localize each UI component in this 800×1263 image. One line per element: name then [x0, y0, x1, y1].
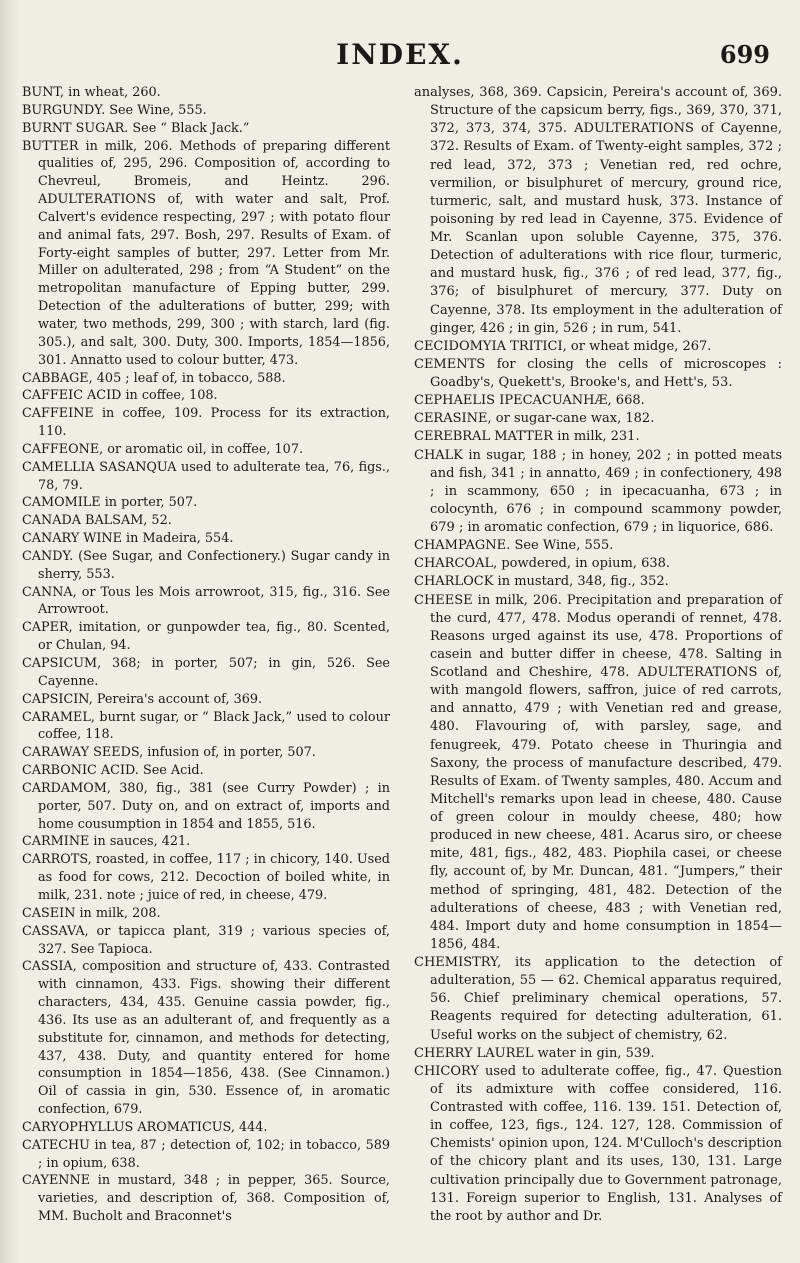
- index-entry: CHARLOCK in mustard, 348, fig., 352.: [414, 574, 669, 590]
- index-entry: analyses, 368, 369. Capsicin, Pereira's account of, 369. Structure of the capsicum berry, figs., 369, 370, 371, 372, 373, 374, 375. ADULTERATIONS of Cayenne, 372. Results of Exam. of Twenty-eight samples, 372 ; red lead, 372, 373 ; Venetian red, red ochre, vermilion, or bisulphuret of mercury, ground rice, turmeric, salt, and mustard husk, 373. Instance of poisoning by red lead in Cayenne, 375. Evidence of Mr. Scanlan upon soluble Cayenne, 375, 376. Detection of adulterations with rice flour, turmeric, and mustard husk, fig., 376 ; of red lead, 377, fig., 376; of bisulphuret of mercury, 377. Duty on Cayenne, 378. Its employment in the adulteration of ginger, 426 ; in gin, 526 ; in rum, 541.: [414, 85, 782, 336]
- index-entry: BURNT SUGAR. See “ Black Jack.”: [22, 120, 250, 136]
- index-entry: CANNA, or Tous les Mois arrowroot, 315, fig., 316. See Arrowroot.: [22, 584, 390, 618]
- index-entry: CAFFEONE, or aromatic oil, in coffee, 107.: [22, 441, 304, 457]
- page-title: INDEX.: [336, 38, 464, 71]
- index-entry: CEPHAELIS IPECACUANHÆ, 668.: [414, 393, 645, 409]
- index-entry: CAYENNE in mustard, 348 ; in pepper, 365. Source, varieties, and description of, 368. Composition of, MM. Bucholt and Braconnet's: [22, 1173, 390, 1225]
- index-entry: BURGUNDY. See Wine, 555.: [22, 102, 207, 118]
- index-entry: CASSAVA, or tapicca plant, 319 ; various species of, 327. See Tapioca.: [22, 923, 390, 957]
- index-entry: CHICORY used to adulterate coffee, fig., 47. Question of its admixture with coffee considered, 116. Contrasted with coffee, 116. 139. 151. Detection of, in coffee, 123, figs., 124. 127, 128. Commission of Chemists' opinion upon, 124. M'Culloch's description of the chicory plant and its uses, 130, 131. Large cultivation principally due to Government patronage, 131. Foreign superior to English, 131. Analyses of the root by author and Dr.: [414, 1063, 782, 1224]
- index-entry: CANDY. (See Sugar, and Confectionery.) Sugar candy in sherry, 553.: [22, 548, 390, 582]
- index-entry: CARMINE in sauces, 421.: [22, 834, 191, 850]
- index-entry: CERASINE, or sugar-cane wax, 182.: [414, 411, 655, 427]
- index-entry: CAPSICUM, 368; in porter, 507; in gin, 526. See Cayenne.: [22, 656, 390, 689]
- index-entry: CARBONIC ACID. See Acid.: [22, 763, 204, 779]
- index-entry: BUNT, in wheat, 260.: [22, 85, 161, 100]
- index-entry: CASEIN in milk, 208.: [22, 905, 161, 921]
- index-entry: CAFFEIC ACID in coffee, 108.: [22, 388, 218, 404]
- page-spine-shadow: [0, 0, 18, 1263]
- index-entry: CHALK in sugar, 188 ; in honey, 202 ; in potted meats and fish, 341 ; in annatto, 469 ; in confectionery, 498 ; in scammony, 650 ; in ipecacuanha, 673 ; in colocynth, 676 ; in compound scammony powder, 679 ; in aromatic confection, 679 ; in liquorice, 686.: [414, 447, 782, 535]
- index-entry: CHAMPAGNE. See Wine, 555.: [414, 538, 614, 554]
- index-entry: CABBAGE, 405 ; leaf of, in tobacco, 588.: [22, 370, 286, 386]
- index-entry: CARAMEL, burnt sugar, or “ Black Jack,” used to colour coffee, 118.: [22, 709, 390, 743]
- index-entry: CHEESE in milk, 206. Precipitation and preparation of the curd, 477, 478. Modus operandi of rennet, 478. Reasons urged against its use, 478. Proportions of casein and butter differ in cheese, 478. Salting in Scotland and Cheshire, 478. ADULTERATIONS of, with mangold flowers, saffron, juice of red carrots, and annatto, 479 ; with Venetian red and grease, 480. Flavouring of, with parsley, sage, and fenugreek, 479. Potato cheese in Thuringia and Saxony, the process of manufacture described, 479. Results of Exam. of Twenty samples, 480. Accum and Mitchell's remarks upon lead in cheese, 480. Cause of green colour in mouldy cheese, 480; how produced in new cheese, 481. Acarus siro, or cheese mite, 481, figs., 482, 483. Piophila casei, or cheese fly, account of, by Mr. Duncan, 481. “Jumpers,” their method of springing, 481, 482. Detection of the adulterations of cheese, 483 ; with Venetian red, 484. Import duty and home consumption in 1854—1856, 484.: [414, 592, 782, 952]
- index-entry: CARDAMOM, 380, fig., 381 (see Curry Powder) ; in porter, 507. Duty on, and on extract of, imports and home cousumption in 1854 and 1855, 516.: [22, 780, 390, 832]
- index-entry: CARAWAY SEEDS, infusion of, in porter, 507.: [22, 745, 316, 761]
- page-number: 699: [719, 40, 770, 69]
- index-entry: CEMENTS for closing the cells of microscopes : Goadby's, Quekett's, Brooke's, and Hett's, 53.: [414, 356, 782, 390]
- index-entry: CAMOMILE in porter, 507.: [22, 495, 198, 511]
- index-entry: CAMELLIA SASANQUA used to adulterate tea, 76, figs., 78, 79.: [22, 459, 390, 493]
- index-entry: CANARY WINE in Madeira, 554.: [22, 531, 234, 547]
- index-entry: CARROTS, roasted, in coffee, 117 ; in chicory, 140. Used as food for cows, 212. Decoction of boiled white, in milk, 231. note ; juice of red, in cheese, 479.: [22, 852, 390, 903]
- index-entry: CANADA BALSAM, 52.: [22, 513, 172, 529]
- index-entry: CHARCOAL, powdered, in opium, 638.: [414, 556, 671, 572]
- index-entry: CASSIA, composition and structure of, 433. Contrasted with cinnamon, 433. Figs. showing their different characters, 434, 435. Genuine cassia powder, fig., 436. Its use as an adulterant of, and frequently as a substitute for, cinnamon, and methods for detecting, 437, 438. Duty, and quantity entered for home consumption in 1854—1856, 438. (See Cinnamon.) Oil of cassia in gin, 530. Essence of, in aromatic confection, 679.: [22, 959, 390, 1118]
- index-entry: CEREBRAL MATTER in milk, 231.: [414, 429, 640, 445]
- index-column-right: [414, 84, 782, 1226]
- index-column-left: [22, 84, 390, 1226]
- index-entry: BUTTER in milk, 206. Methods of preparing different qualities of, 295, 296. Composition of, according to Chevreul, Bromeis, and Heintz. 296. ADULTERATIONS of, with water and salt, Prof. Calvert's evidence respecting, 297 ; with potato flour and animal fats, 297. Bosh, 297. Results of Exam. of Forty-eight samples of butter, 297. Letter from Mr. Miller on adulterated, 298 ; from “A Student” on the metropolitan manufacture of Epping butter, 299. Detection of the adulterations of butter, 299; with water, two methods, 299, 300 ; with starch, lard (fig. 305.), and salt, 300. Duty, 300. Imports, 1854—1856, 301. Annatto used to colour butter, 473.: [22, 138, 390, 368]
- index-entry: CECIDOMYIA TRITICI, or wheat midge, 267.: [414, 338, 712, 354]
- index-entry: CAPSICIN, Pereira's account of, 369.: [22, 691, 263, 707]
- index-entry: CAFFEINE in coffee, 109. Process for its extraction, 110.: [22, 406, 390, 440]
- index-entry: CATECHU in tea, 87 ; detection of, 102; in tobacco, 589 ; in opium, 638.: [22, 1137, 390, 1171]
- index-entry: CARYOPHYLLUS AROMATICUS, 444.: [22, 1119, 268, 1135]
- index-entry: CHERRY LAUREL water in gin, 539.: [414, 1045, 655, 1061]
- index-entry: CHEMISTRY, its application to the detection of adulteration, 55 — 62. Chemical apparatus required, 56. Chief preliminary chemical operations, 57. Reagents required for detecting adulteration, 61. Useful works on the subject of chemistry, 62.: [414, 955, 782, 1043]
- index-entry: CAPER, imitation, or gunpowder tea, fig., 80. Scented, or Chulan, 94.: [22, 620, 390, 654]
